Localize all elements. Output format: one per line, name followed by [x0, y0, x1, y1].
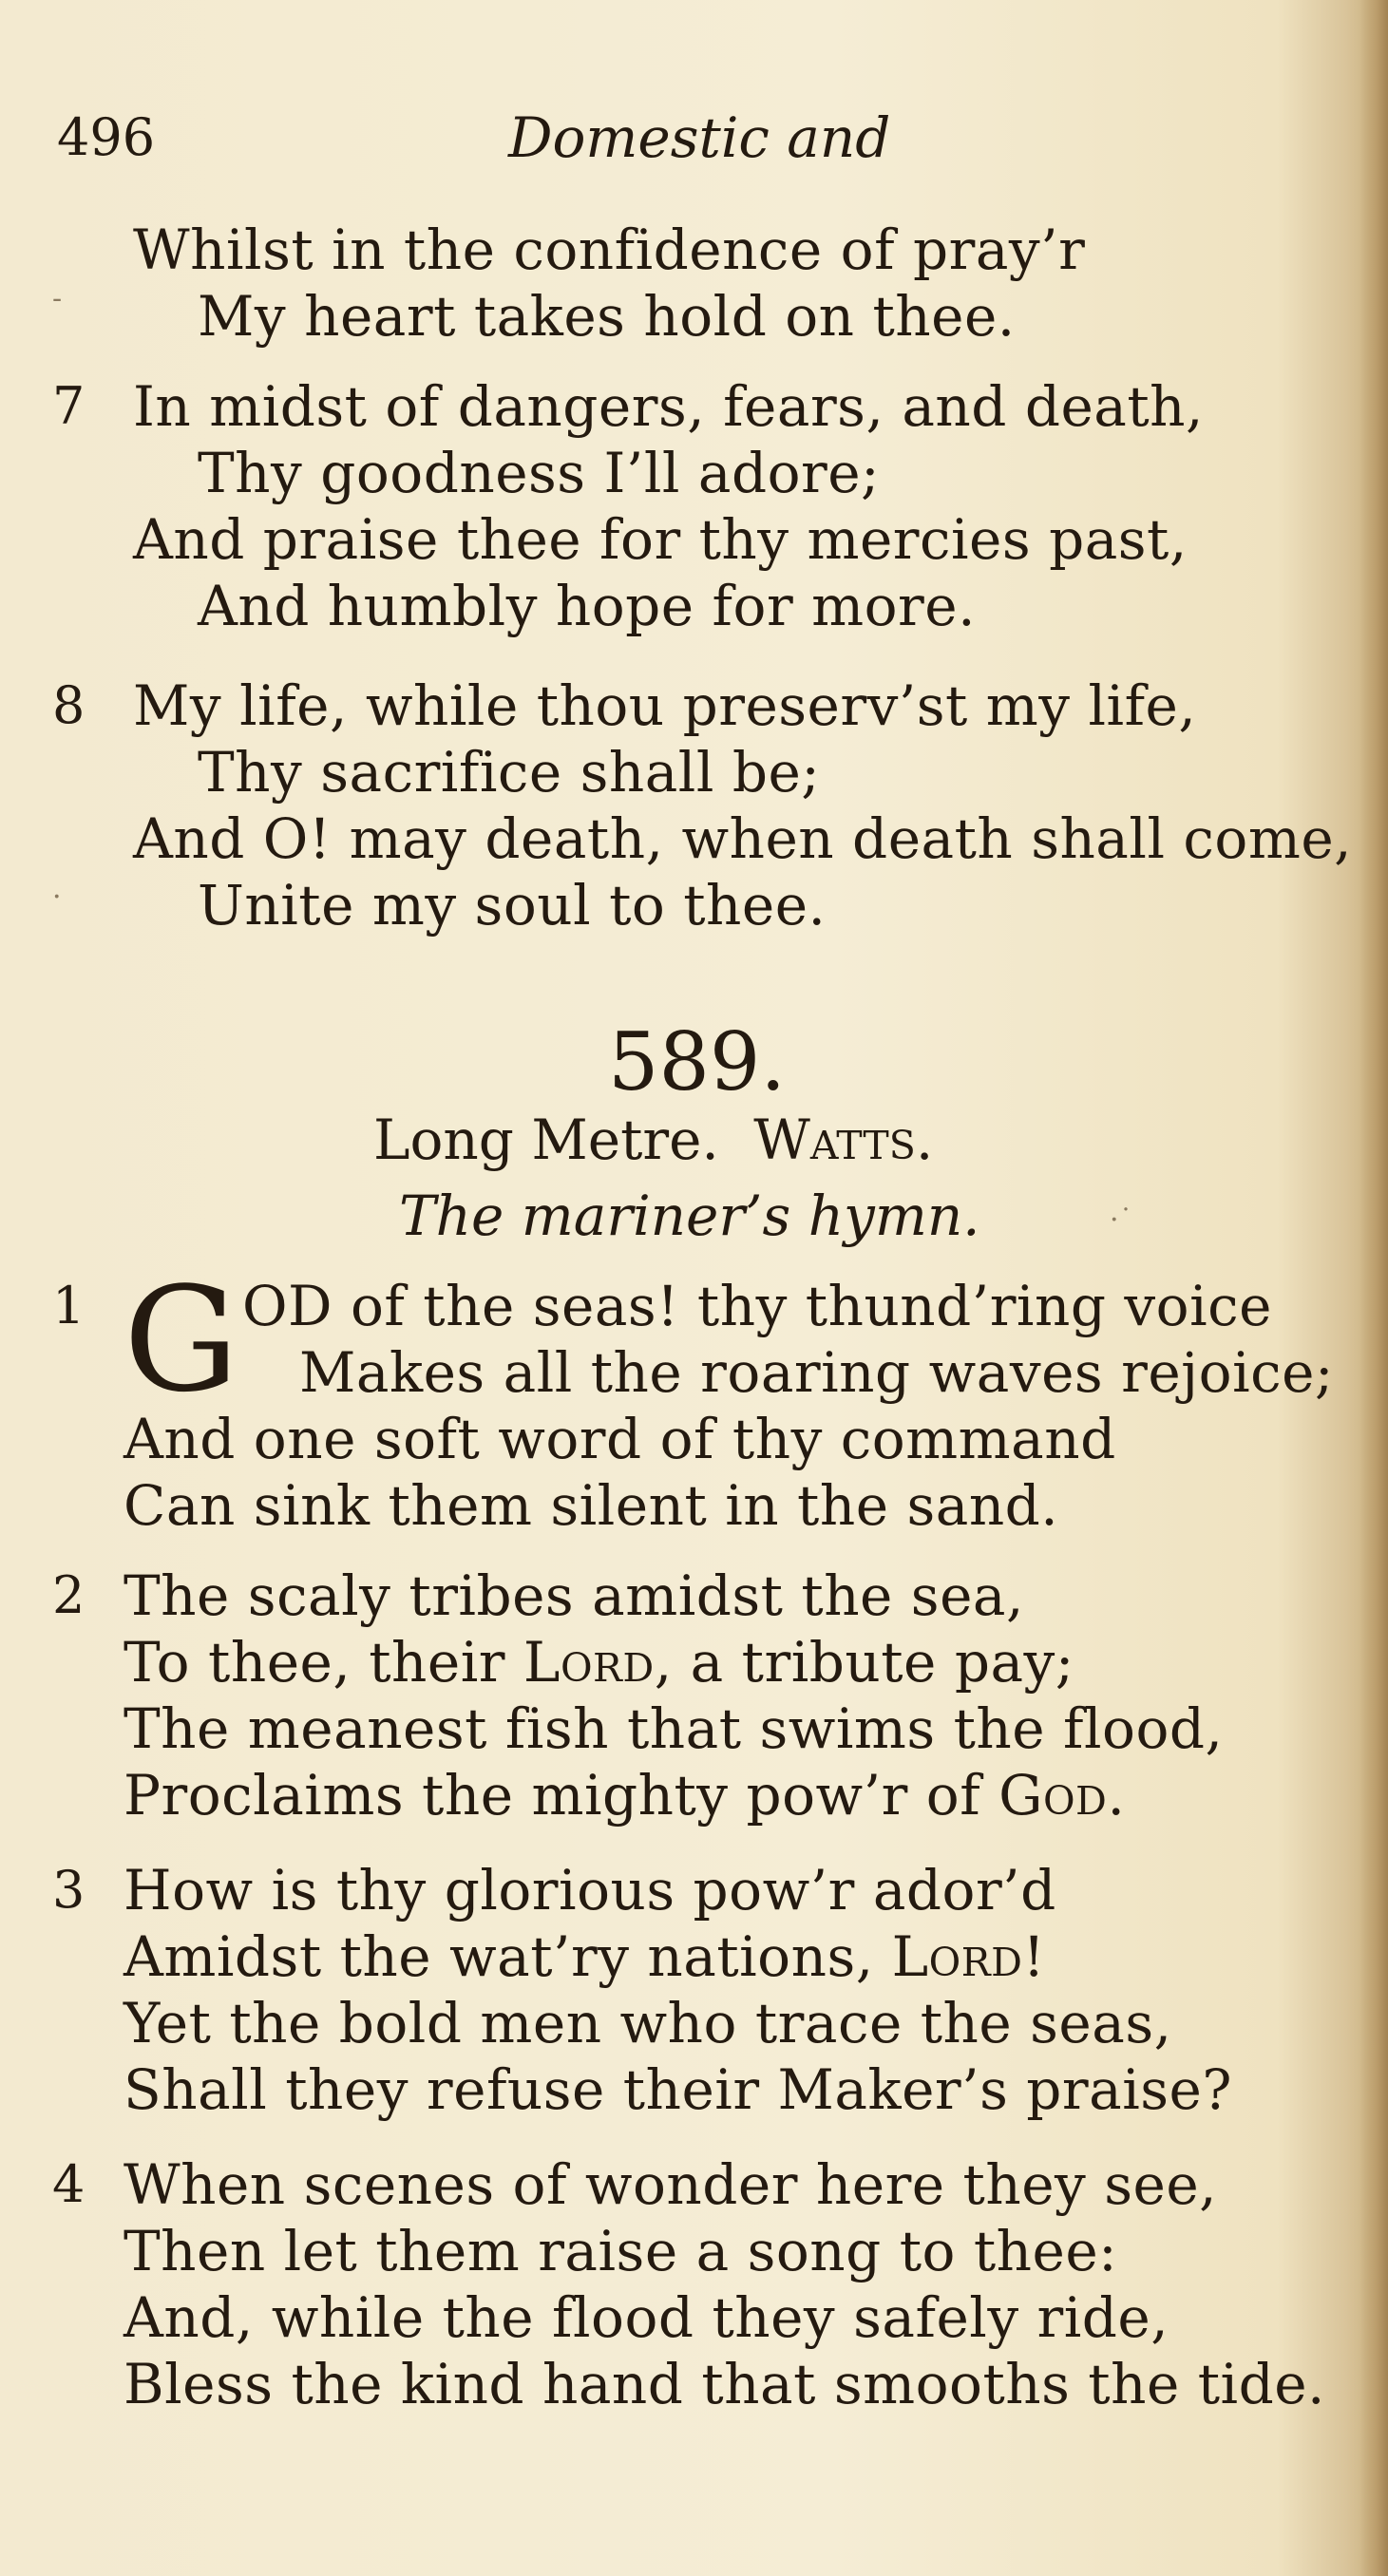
hymn-meter: Long Metre.: [373, 1108, 719, 1172]
hymn-meter-line: [373, 1107, 933, 1173]
stanza-2-line-3: The meanest fish that swims the flood,: [124, 1696, 1224, 1761]
lord-small-caps-2: Lord: [891, 1924, 1023, 1989]
stanza-2-line-4: [124, 1762, 1125, 1828]
hymn-number: 589.: [608, 1015, 787, 1108]
stanza-2-line-2-pre: To thee, their: [124, 1630, 523, 1695]
stanza-3-number: 3: [52, 1860, 86, 1920]
stanza-8-line-3: And O! may death, when death shall come,: [133, 806, 1353, 871]
hymn-author: Watts.: [753, 1108, 934, 1172]
stanza-7-line-4: And humbly hope for more.: [198, 574, 977, 638]
carry-line-1: Whilst in the confidence of pray’r: [133, 218, 1086, 282]
stanza-3-line-3: Yet the bold men who trace the seas,: [124, 1991, 1172, 2055]
stanza-7-line-3: And praise thee for thy mercies past,: [133, 507, 1188, 572]
god-small-caps: God: [998, 1763, 1108, 1828]
stanza-4-line-2: Then let them raise a song to thee:: [124, 2219, 1118, 2283]
drop-cap: G: [124, 1256, 239, 1424]
stanza-8-line-4: Unite my soul to thee.: [198, 873, 827, 938]
stanza-2-line-2-post: , a tribute pay;: [654, 1630, 1074, 1695]
stanza-1-line-2: Makes all the roaring waves rejoice;: [299, 1340, 1334, 1405]
stanza-8-number: 8: [52, 675, 86, 735]
stanza-7-line-2: Thy goodness I’ll adore;: [198, 441, 881, 505]
stanza-3-line-1: How is thy glorious pow’r ador’d: [124, 1858, 1056, 1923]
lord-small-caps: Lord: [523, 1630, 655, 1695]
print-speck: -: [52, 282, 63, 315]
stanza-8-line-2: Thy sacrifice shall be;: [198, 740, 821, 805]
stanza-8-line-1: My life, while thou preserv’st my life,: [133, 673, 1197, 738]
stanza-7-line-1: In midst of dangers, fears, and death,: [133, 374, 1204, 439]
stanza-2-line-4-pre: Proclaims the mighty pow’r of: [124, 1763, 999, 1828]
stanza-1-line-3: And one soft word of thy command: [124, 1407, 1116, 1471]
stanza-3-line-2: [124, 1923, 1045, 1990]
hymn-subtitle: The mariner’s hymn.: [399, 1184, 980, 1248]
running-title: Domestic and: [508, 105, 891, 170]
stanza-3-line-2-post: !: [1022, 1924, 1046, 1989]
stanza-2-line-1: The scaly tribes amidst the sea,: [124, 1563, 1024, 1628]
stanza-4-line-1: When scenes of wonder here they see,: [124, 2152, 1218, 2217]
print-speck: ·: [52, 881, 62, 914]
stanza-1-line-1: OD of the seas! thy thund’ring voice: [242, 1274, 1272, 1338]
page-number: 496: [57, 107, 156, 167]
stanza-2-line-2: [124, 1629, 1074, 1695]
stanza-3-line-4: Shall they refuse their Maker’s praise?: [124, 2057, 1232, 2122]
stanza-4-line-4: Bless the kind hand that smooths the tide.: [124, 2352, 1325, 2416]
stanza-4-line-3: And, while the flood they safely ride,: [124, 2285, 1169, 2350]
carry-line-2: My heart takes hold on thee.: [198, 284, 1016, 349]
stanza-2-line-4-post: .: [1107, 1763, 1126, 1828]
stanza-7-number: 7: [52, 376, 86, 436]
stanza-1-line-4: Can sink them silent in the sand.: [124, 1473, 1059, 1538]
stanza-2-number: 2: [52, 1565, 86, 1625]
stanza-3-line-2-pre: Amidst the wat’ry nations,: [124, 1924, 892, 1989]
print-speck: ·˙: [1110, 1203, 1133, 1237]
stanza-4-number: 4: [52, 2154, 86, 2214]
stanza-1-number: 1: [52, 1276, 86, 1335]
